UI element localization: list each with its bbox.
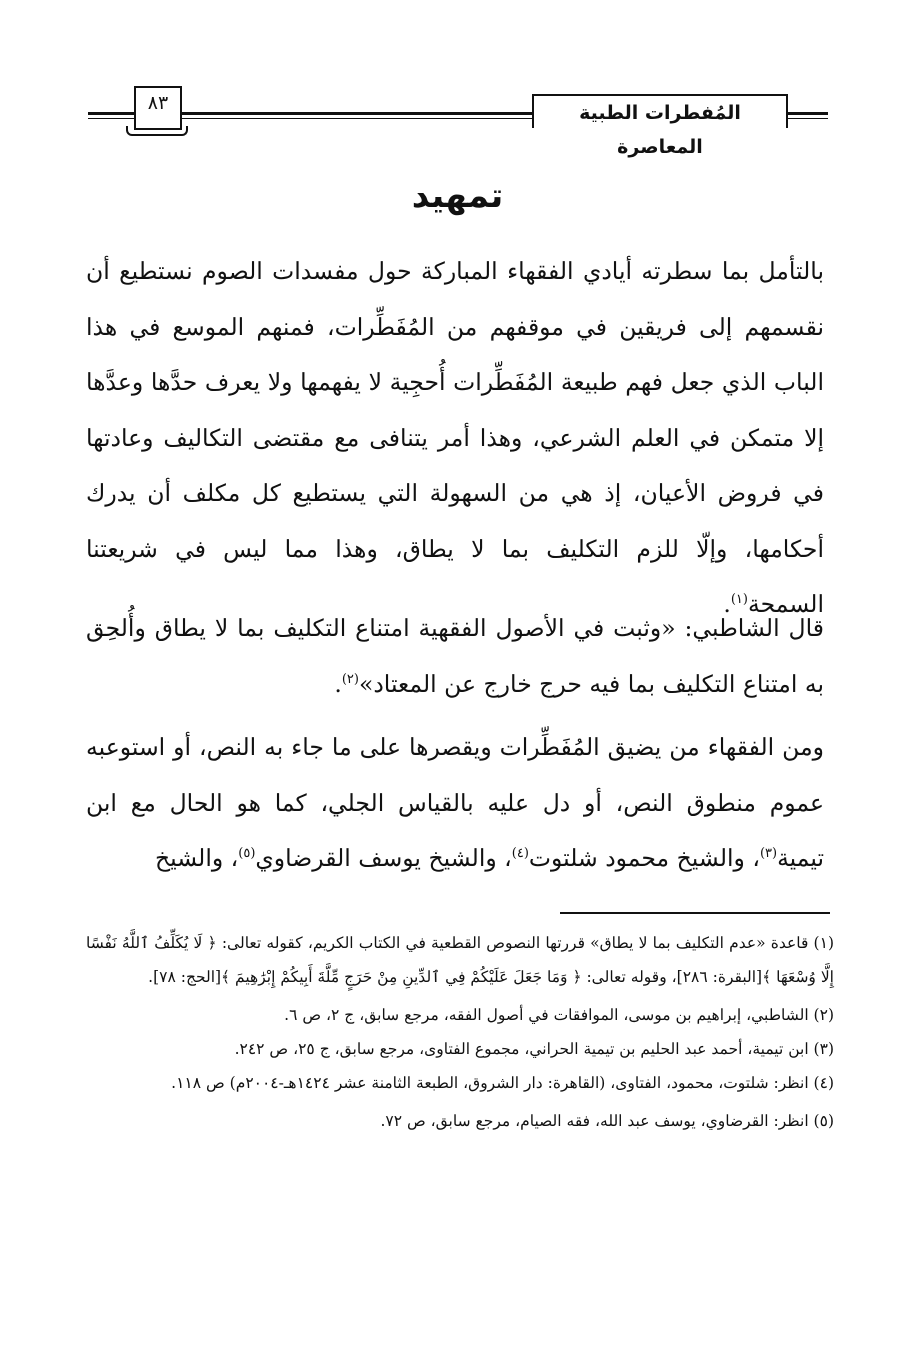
paragraph-text: بالتأمل بما سطرته أيادي الفقهاء المباركة حول مفسدات الصوم نستطيع أن نقسمهم إلى فريقين في موقفهم من المُفَطِّرات، فمنهم الموسع في هذا الباب الذي جعل فهم طبيعة المُفَطِّرات أُحجِية لا يفهمها ولا يعرف حدَّها وعدَّها إلا متمكن في العلم الشرعي، وهذا أمر يتنافى مع مقتضى التكاليف وعادتها في فروض الأعيان، إذ هي من السهولة التي يستطيع كل مكلف أن يدرك أحكامها، وإلّا للزم التكليف بما لا يطاق، وهذا مما ليس في شريعتنا السمحة (86, 257, 824, 618)
header-rule-right-thin (788, 118, 828, 119)
footnote-4: (٤) انظر: شلتوت، محمود، الفتاوى، (القاهرة: دار الشروق، الطبعة الثامنة عشر ١٤٢٤هـ-٢٠٠٤م) ص ١١٨. (171, 1074, 834, 1092)
header-rule-right (788, 112, 828, 115)
paragraph-3 (86, 720, 824, 887)
footnote-separator (560, 912, 830, 914)
footnote-5: (٥) انظر: القرضاوي، يوسف عبد الله، فقه الصيام، مرجع سابق، ص ٧٢. (380, 1112, 834, 1130)
paragraph-text: ، والشيخ محمود شلتوت (528, 844, 760, 872)
header-rule-left-thin (88, 118, 134, 119)
footnote-ref: (٤) (511, 846, 529, 862)
paragraph-text: قال الشاطبي: «وثبت في الأصول الفقهية امتناع التكليف بما لا يطاق وأُلحِق به امتناع التكليف بما فيه حرج خارج عن المعتاد» (86, 614, 824, 698)
footnote-2: (٢) الشاطبي، إبراهيم بن موسى، الموافقات في أصول الفقه، مرجع سابق، ج ٢، ص ٦. (284, 1006, 834, 1024)
header-rule-left (88, 112, 134, 115)
footnotes (86, 926, 834, 1138)
paragraph-text: ، والشيخ (154, 844, 239, 872)
section-heading: تمهيد (411, 176, 504, 216)
header-rule-middle (180, 112, 532, 115)
running-title: المُفطرات الطبية المعاصرة (532, 94, 788, 128)
header-rule-middle-thin (180, 118, 532, 119)
footnote-ref: (٥) (238, 846, 256, 862)
paragraph-1: بالتأمل بما سطرته أيادي الفقهاء المباركة حول مفسدات الصوم نستطيع أن نقسمهم إلى فريقين في موقفهم من المُفَطِّرات، فمنهم الموسع في هذا الباب الذي جعل فهم طبيعة المُفَطِّرات أُحجِية لا يفهمها ولا يعرف حدَّها وعدَّها إلا متمكن في العلم الشرعي، وهذا أمر يتنافى مع مقتضى التكاليف وعادتها في فروض الأعيان، إذ هي من السهولة التي يستطيع كل مكلف أن يدرك أحكامها، وإلّا للزم التكليف بما لا يطاق، وهذا مما ليس في شريعتنا السمحة$^{(١)}$. (86, 257, 824, 618)
paragraph-2: قال الشاطبي: «وثبت في الأصول الفقهية امتناع التكليف بما لا يطاق وأُلحِق به امتناع التكليف بما فيه حرج خارج عن المعتاد»$^{(٢)}$. (86, 614, 824, 698)
footnote-1: (١) قاعدة «عدم التكليف بما لا يطاق» قررتها النصوص القطعية في الكتاب الكريم، كقوله تعالى: ﴿ لَا يُكَلِّفُ ٱللَّهُ نَفْسًا إِلَّا وُسْعَهَا ﴾[البقرة: ٢٨٦]، وقوله تعالى: ﴿ وَمَا جَعَلَ عَلَيْكُمْ فِي ٱلدِّينِ مِنْ حَرَجٍ مِّلَّةَ أَبِيكُمْ إِبْرَٰهِيمَ ﴾[الحج: ٧٨]. (86, 934, 834, 986)
footnote-ref: (٢) (341, 671, 359, 687)
footnote-3: (٣) ابن تيمية، أحمد عبد الحليم بن تيمية الحراني، مجموع الفتاوى، مرجع سابق، ج ٢٥، ص ٢٤٢. (234, 1040, 834, 1058)
footnote-ref: (٣) (759, 846, 778, 862)
paragraph-text: ، والشيخ يوسف القرضاوي (255, 844, 512, 872)
page-header (88, 86, 828, 158)
footnote-ref: (١) (730, 592, 748, 608)
paragraph-text: ومن الفقهاء من يضيق المُفَطِّرات ويقصرها على ما جاء به النص، أو استوعبه عموم منطوق النص، أو دل عليه بالقياس الجلي، كما هو الحال مع ابن تيمية (86, 733, 824, 872)
page-number: ٨٣ (134, 86, 182, 130)
